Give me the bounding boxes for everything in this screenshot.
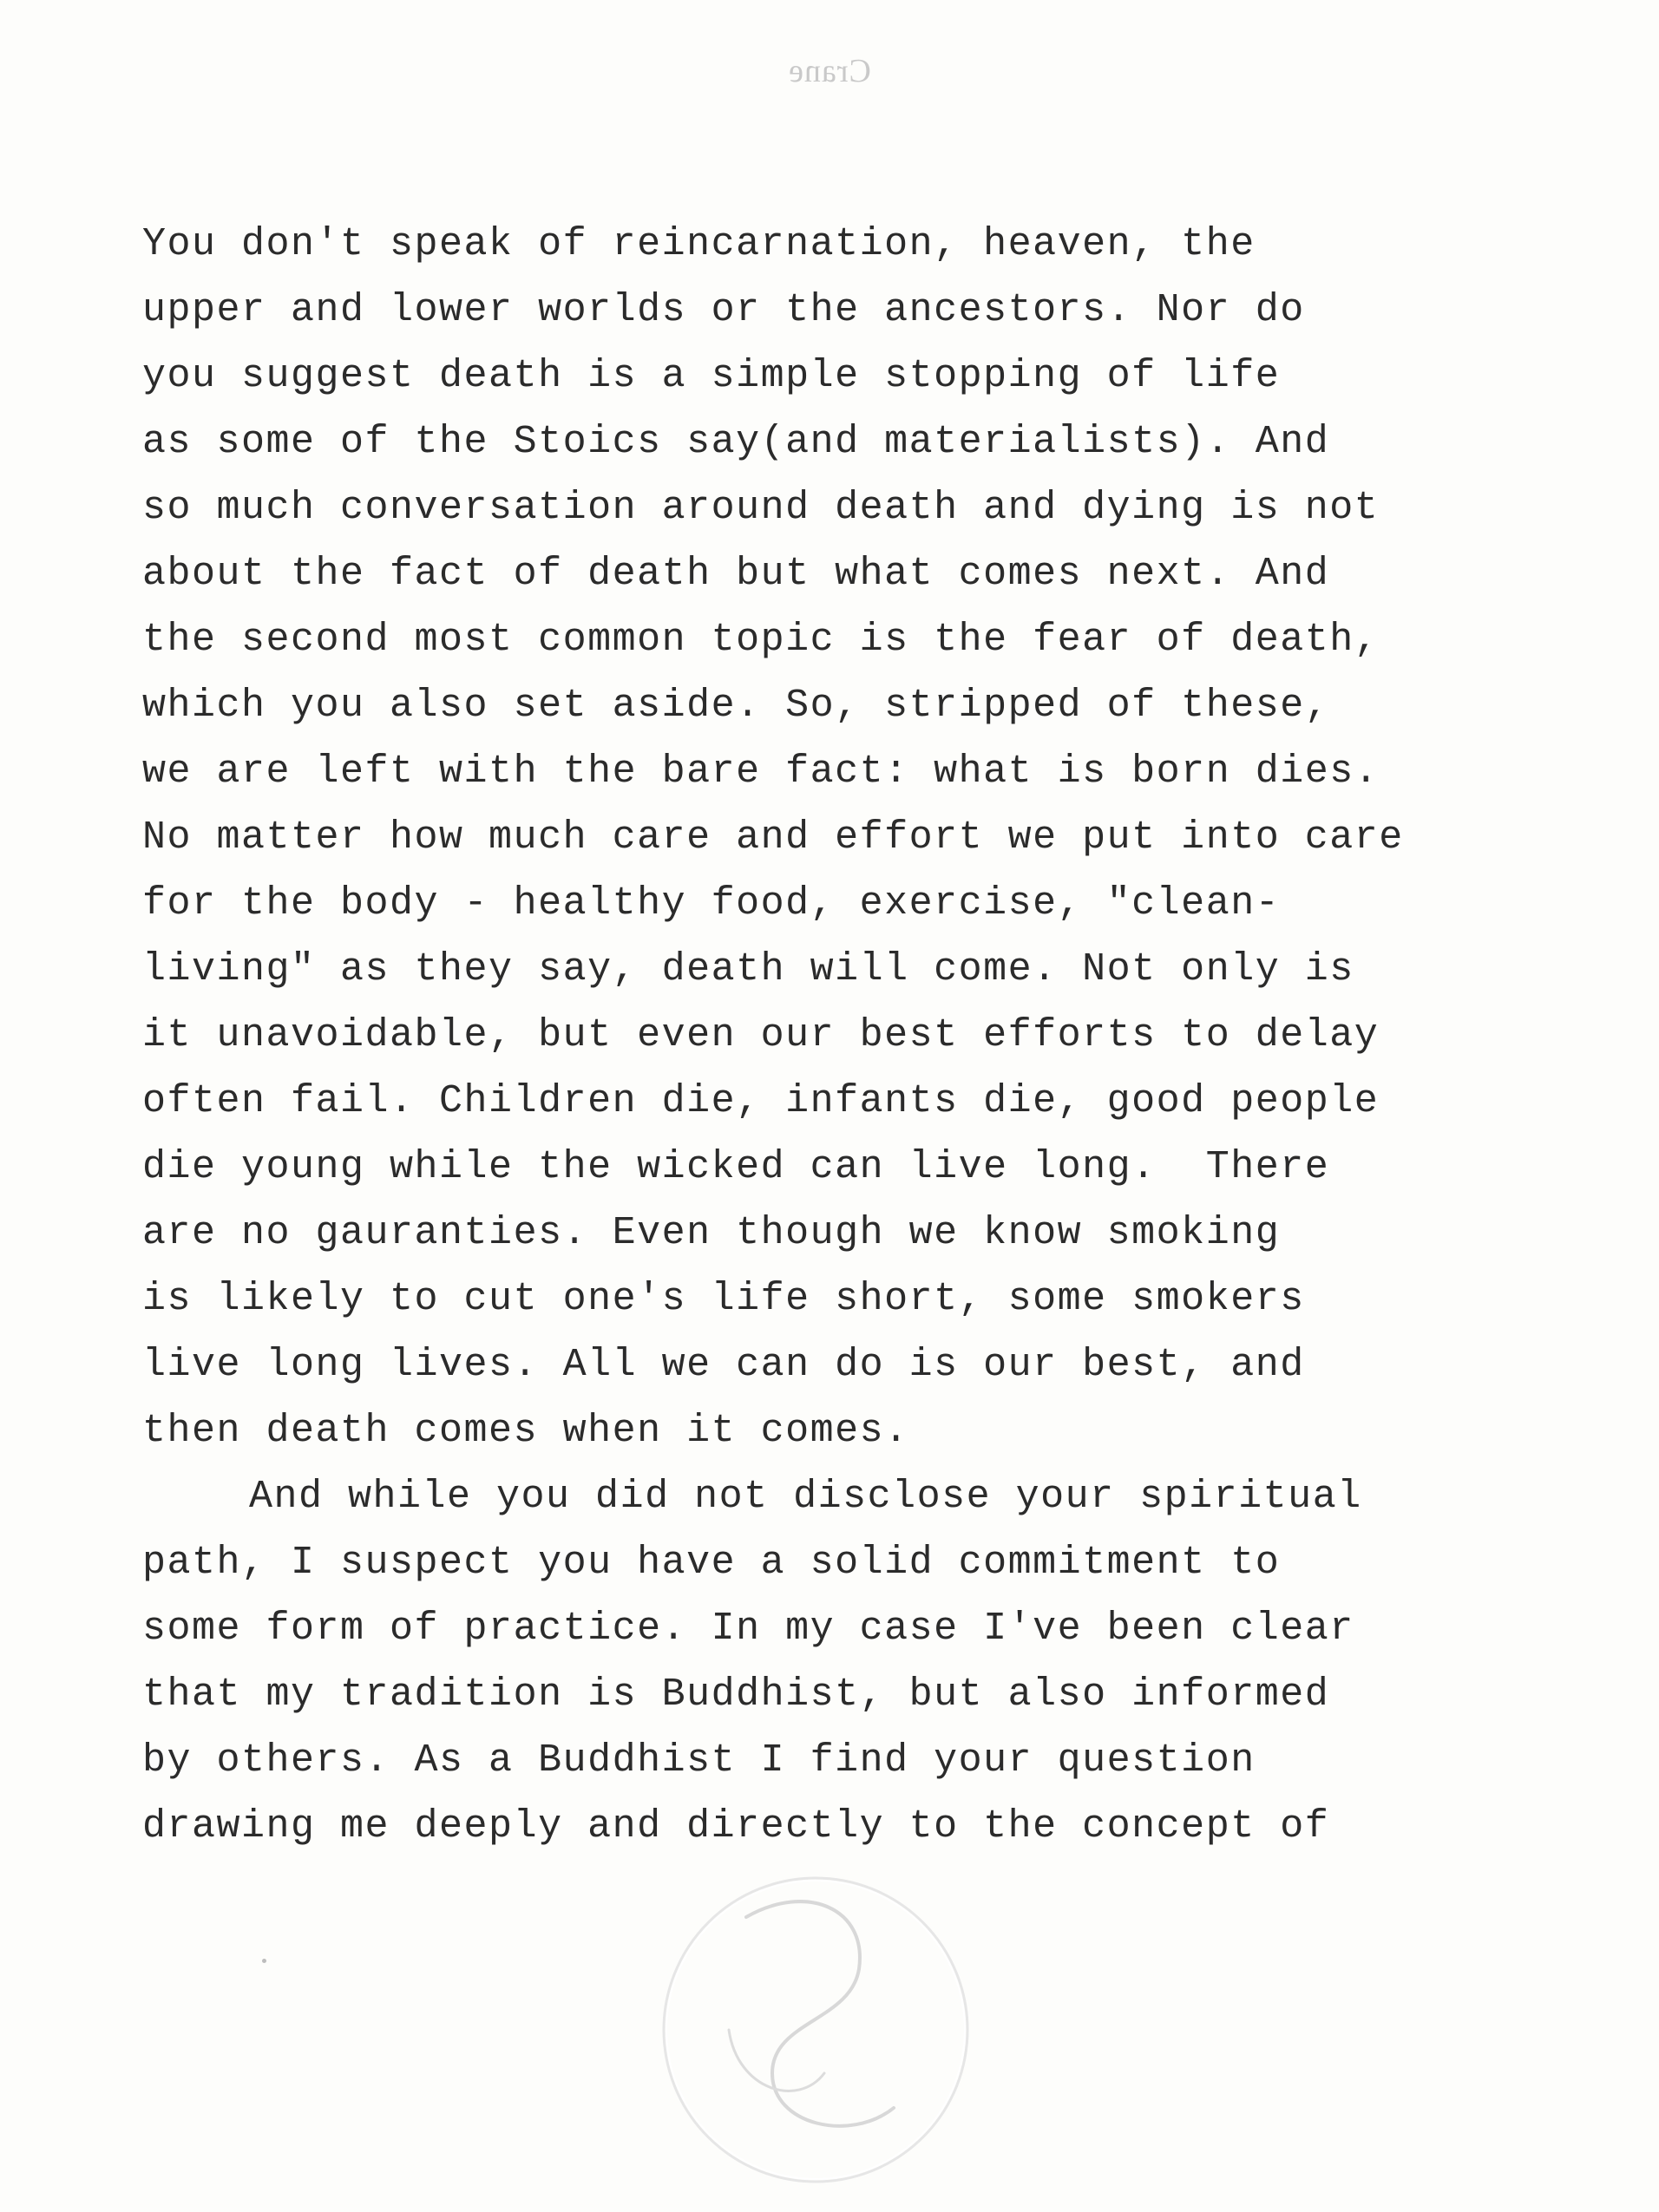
text-line: that my tradition is Buddhist, but also informed [142, 1672, 1330, 1717]
text-line: then death comes when it comes. [142, 1409, 909, 1453]
text-line: die young while the wicked can live long. There [142, 1145, 1330, 1189]
text-line: living" as they say, death will come. Not only is [142, 947, 1354, 991]
text-line: as some of the Stoics say(and materialists). And [142, 420, 1330, 464]
text-line: upper and lower worlds or the ancestors. Nor do [142, 288, 1305, 332]
text-line: for the body - healthy food, exercise, "clean- [142, 881, 1281, 926]
text-line: the second most common topic is the fear of death, [142, 618, 1380, 662]
paragraph-start-line: And while you did not disclose your spiritual [249, 1475, 1362, 1519]
paper-speck [262, 1959, 266, 1963]
text-line: path, I suspect you have a solid commitment to [142, 1541, 1281, 1585]
text-line: which you also set aside. So, stripped of these, [142, 684, 1330, 728]
text-line: by others. As a Buddhist I find your question [142, 1738, 1256, 1783]
text-line: about the fact of death but what comes next. And [142, 552, 1330, 596]
embossed-seal-icon [642, 1813, 1041, 2212]
text-line: No matter how much care and effort we put into care [142, 815, 1404, 860]
text-line: you suggest death is a simple stopping of life [142, 354, 1281, 398]
text-line: we are left with the bare fact: what is born dies. [142, 749, 1380, 794]
text-line: You don't speak of reincarnation, heaven, the [142, 222, 1256, 266]
text-line: some form of practice. In my case I've been clear [142, 1607, 1354, 1651]
text-line: are no gauranties. Even though we know smoking [142, 1211, 1281, 1255]
letter-body [142, 212, 1617, 1860]
text-line: so much conversation around death and dying is not [142, 486, 1380, 530]
text-line: is likely to cut one's life short, some smokers [142, 1277, 1305, 1321]
watermark-crane: Crane [788, 53, 871, 89]
text-line: drawing me deeply and directly to the concept of [142, 1804, 1330, 1849]
text-line: it unavoidable, but even our best efforts to delay [142, 1013, 1380, 1057]
text-line: often fail. Children die, infants die, good people [142, 1079, 1380, 1123]
text-line: live long lives. All we can do is our best, and [142, 1343, 1305, 1387]
